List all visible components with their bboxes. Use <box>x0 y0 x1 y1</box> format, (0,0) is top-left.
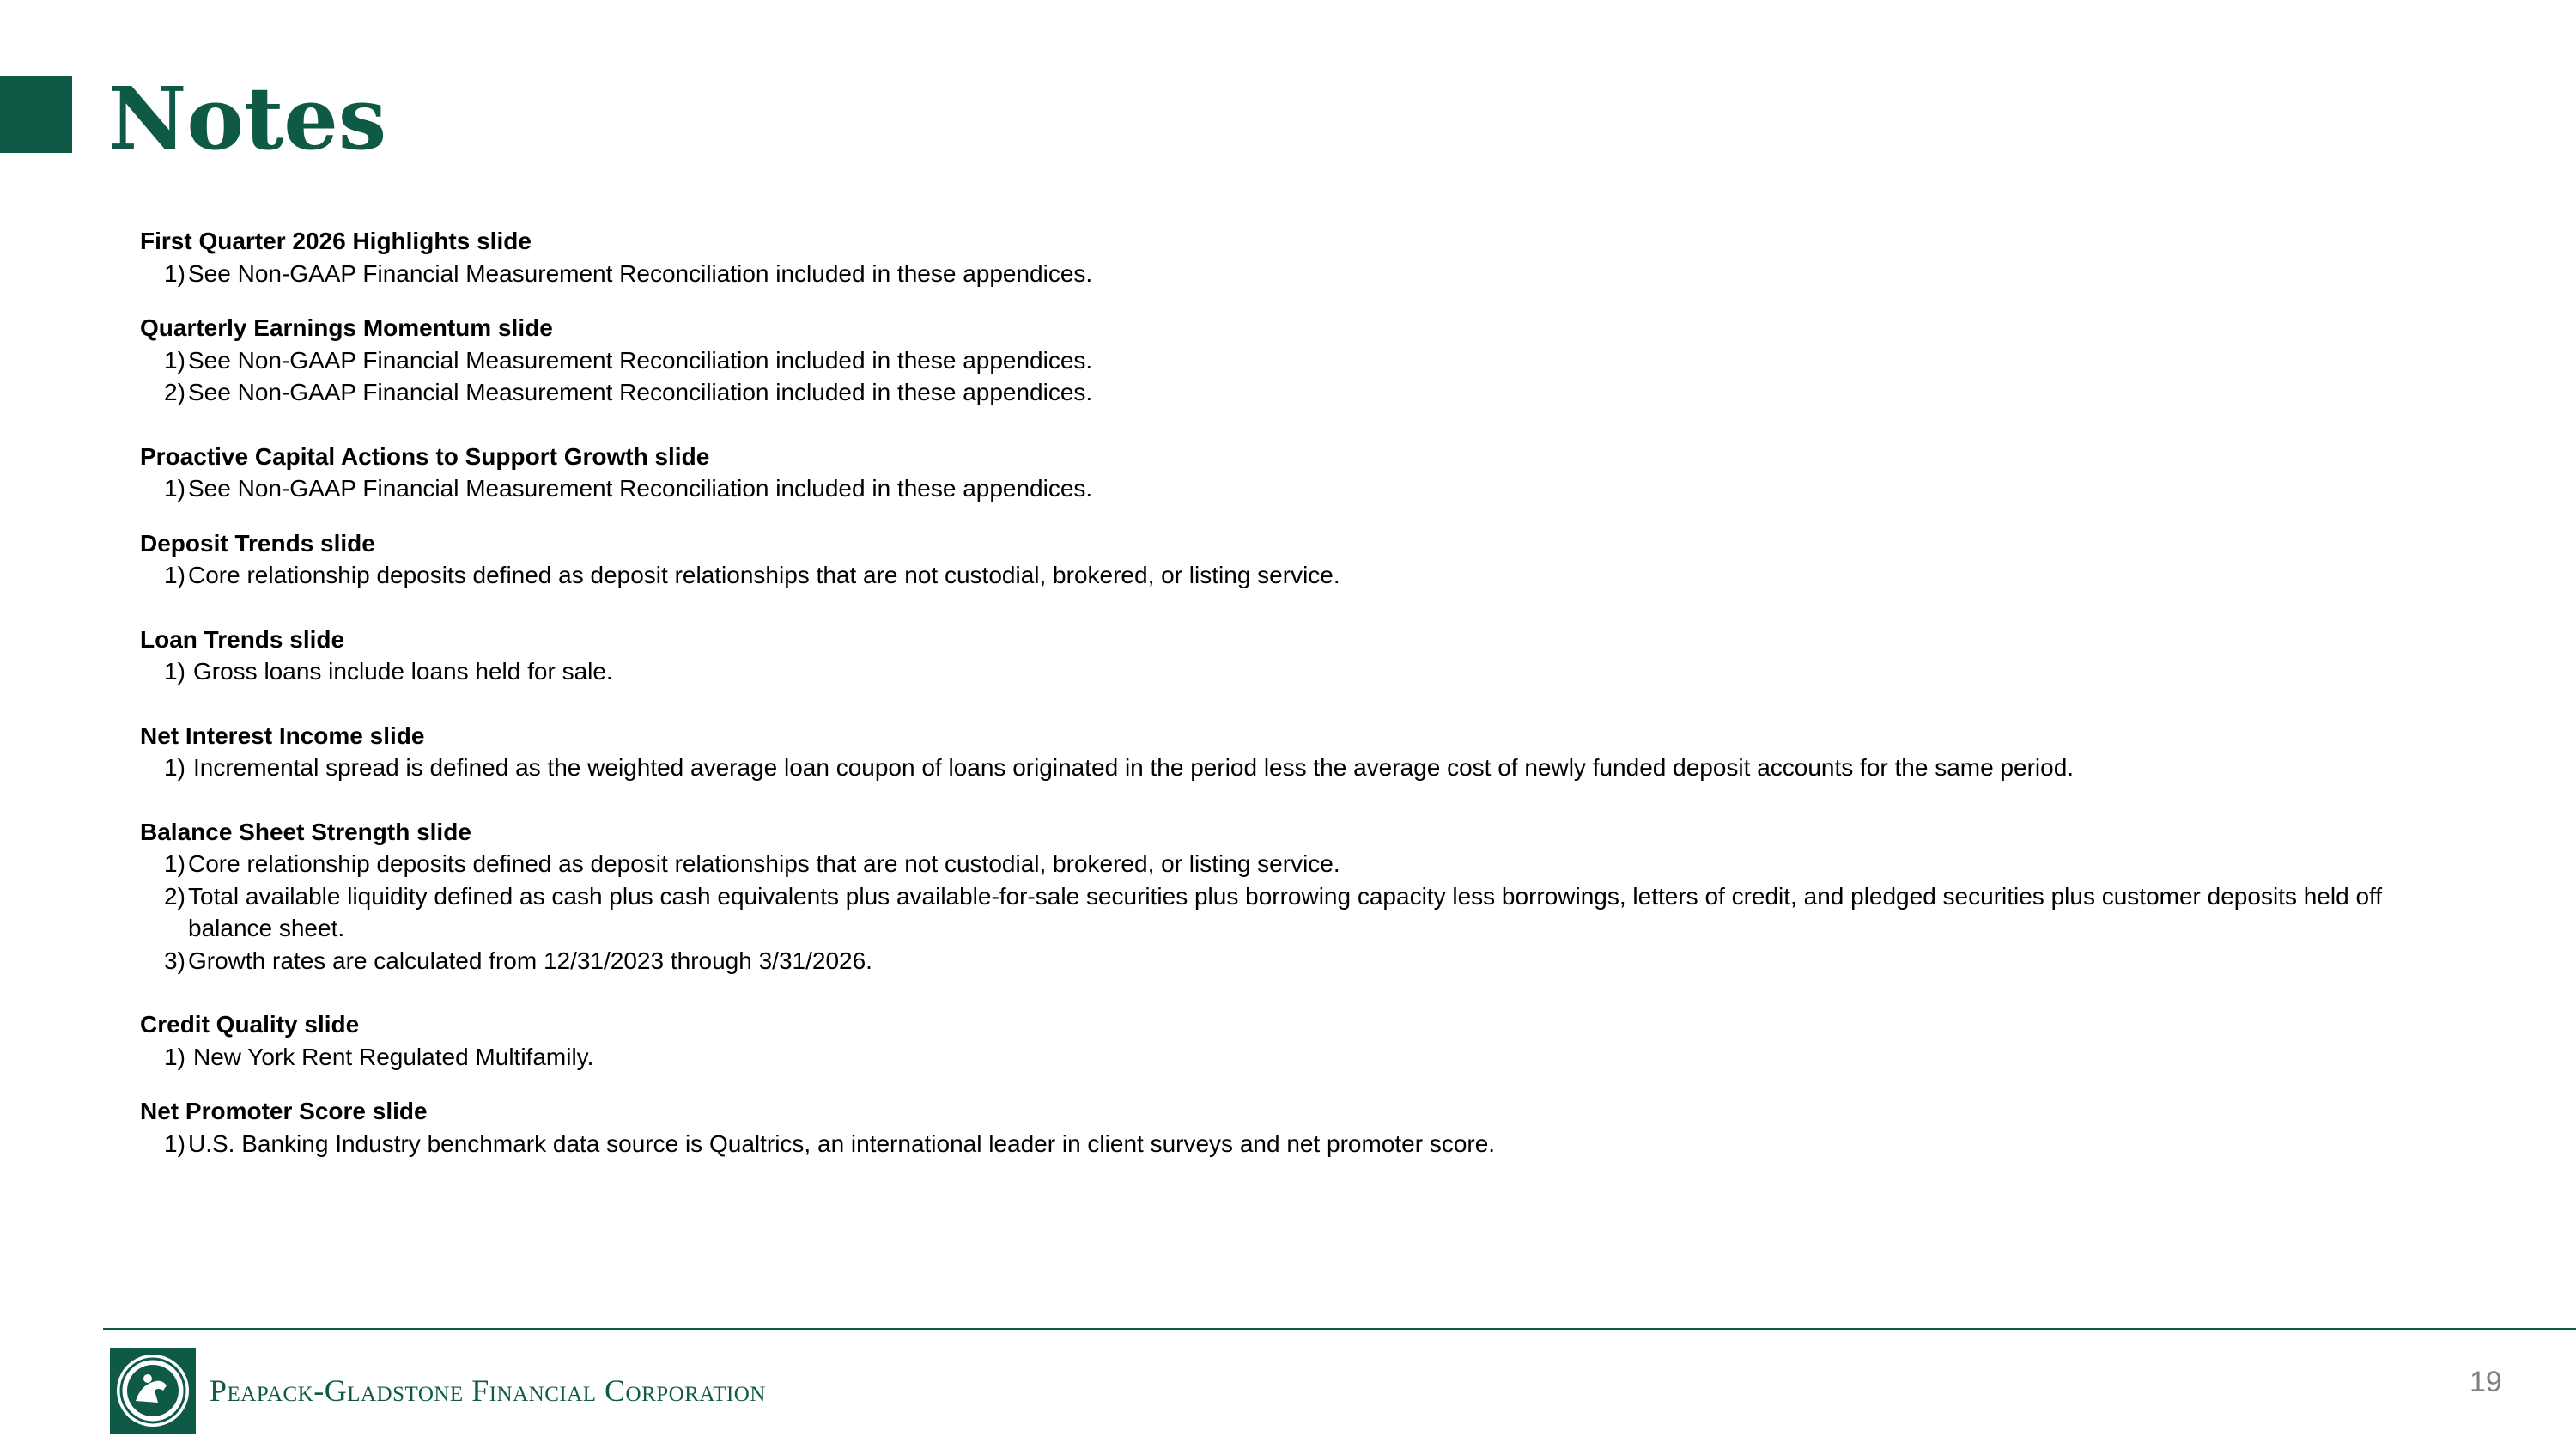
page-number: 19 <box>2470 1366 2502 1398</box>
note-number: 1) <box>164 850 185 877</box>
note-section-capital <box>140 441 2415 505</box>
note-item <box>140 655 2415 688</box>
note-number: 2) <box>164 379 185 405</box>
title-accent-block <box>0 76 72 153</box>
company-logo <box>110 1348 766 1434</box>
note-text: New York Rent Regulated Multifamily. <box>193 1043 594 1070</box>
note-section-nps <box>140 1095 2415 1160</box>
note-text: Total available liquidity defined as cash plus cash equivalents plus available-for-sale securities plus borrowing capacity less borrowings, letters of credit, and pledged securities plus customer deposits held off balance sheet. <box>188 882 2383 941</box>
section-heading: Deposit Trends slide <box>140 529 375 557</box>
note-number: 1) <box>164 346 185 374</box>
section-heading: Net Promoter Score slide <box>140 1098 428 1124</box>
page-title: Notes <box>108 68 387 169</box>
note-section-earnings <box>140 312 2415 409</box>
section-heading: Balance Sheet Strength slide <box>140 818 471 845</box>
section-heading: Credit Quality slide <box>140 1011 360 1038</box>
note-item <box>140 1128 2415 1160</box>
company-name: Peapack-Gladstone Financial Corporation <box>210 1373 766 1408</box>
note-item <box>140 258 2415 290</box>
note-number: 1) <box>164 475 185 502</box>
note-item <box>140 472 2415 505</box>
note-text: Incremental spread is defined as the weighted average loan coupon of loans originated in the period less the average cost of newly funded deposit accounts for the same period. <box>193 754 2075 781</box>
note-number: 3) <box>164 947 185 974</box>
section-heading: Loan Trends slide <box>140 625 345 653</box>
note-section-loans <box>140 624 2415 688</box>
note-text: U.S. Banking Industry benchmark data source is Qualtrics, an international leader in client surveys and net promoter score. <box>188 1129 1496 1157</box>
section-heading: First Quarter 2026 Highlights slide <box>140 228 532 254</box>
note-item <box>140 559 2415 592</box>
note-item <box>140 344 2415 377</box>
note-text: See Non-GAAP Financial Measurement Reconciliation included in these appendices. <box>188 346 1093 374</box>
note-section-highlights <box>140 225 2415 289</box>
note-number: 2) <box>164 882 185 910</box>
section-heading: Proactive Capital Actions to Support Growth slide <box>140 442 710 470</box>
note-text: See Non-GAAP Financial Measurement Reconciliation included in these appendices. <box>188 475 1093 502</box>
note-item <box>140 752 2415 784</box>
note-item <box>140 1041 2415 1074</box>
note-text: Growth rates are calculated from 12/31/2023 through 3/31/2026. <box>188 947 872 974</box>
note-item <box>140 376 2415 409</box>
company-seal-icon <box>110 1348 196 1434</box>
note-text: Core relationship deposits defined as deposit relationships that are not custodial, brokered, or listing service. <box>188 850 1340 877</box>
note-number: 1) <box>164 754 185 781</box>
note-number: 1) <box>164 658 185 685</box>
note-number: 1) <box>164 562 185 588</box>
note-section-balance-sheet <box>140 816 2415 977</box>
note-text: Gross loans include loans held for sale. <box>193 658 613 685</box>
footer-divider <box>103 1328 2576 1330</box>
note-text: Core relationship deposits defined as deposit relationships that are not custodial, brokered, or listing service. <box>188 562 1340 588</box>
note-section-credit-quality <box>140 1008 2415 1073</box>
note-number: 1) <box>164 1043 185 1070</box>
section-heading: Net Interest Income slide <box>140 721 425 749</box>
note-text: See Non-GAAP Financial Measurement Reconciliation included in these appendices. <box>188 259 1093 287</box>
note-section-net-interest <box>140 720 2415 784</box>
note-text: See Non-GAAP Financial Measurement Reconciliation included in these appendices. <box>188 379 1093 405</box>
note-item <box>140 945 2415 977</box>
section-heading: Quarterly Earnings Momentum slide <box>140 314 553 341</box>
note-item <box>140 848 2415 880</box>
note-number: 1) <box>164 1129 185 1157</box>
note-item <box>140 880 2415 945</box>
note-number: 1) <box>164 259 185 287</box>
notes-list <box>140 225 2415 1182</box>
note-section-deposits <box>140 527 2415 592</box>
